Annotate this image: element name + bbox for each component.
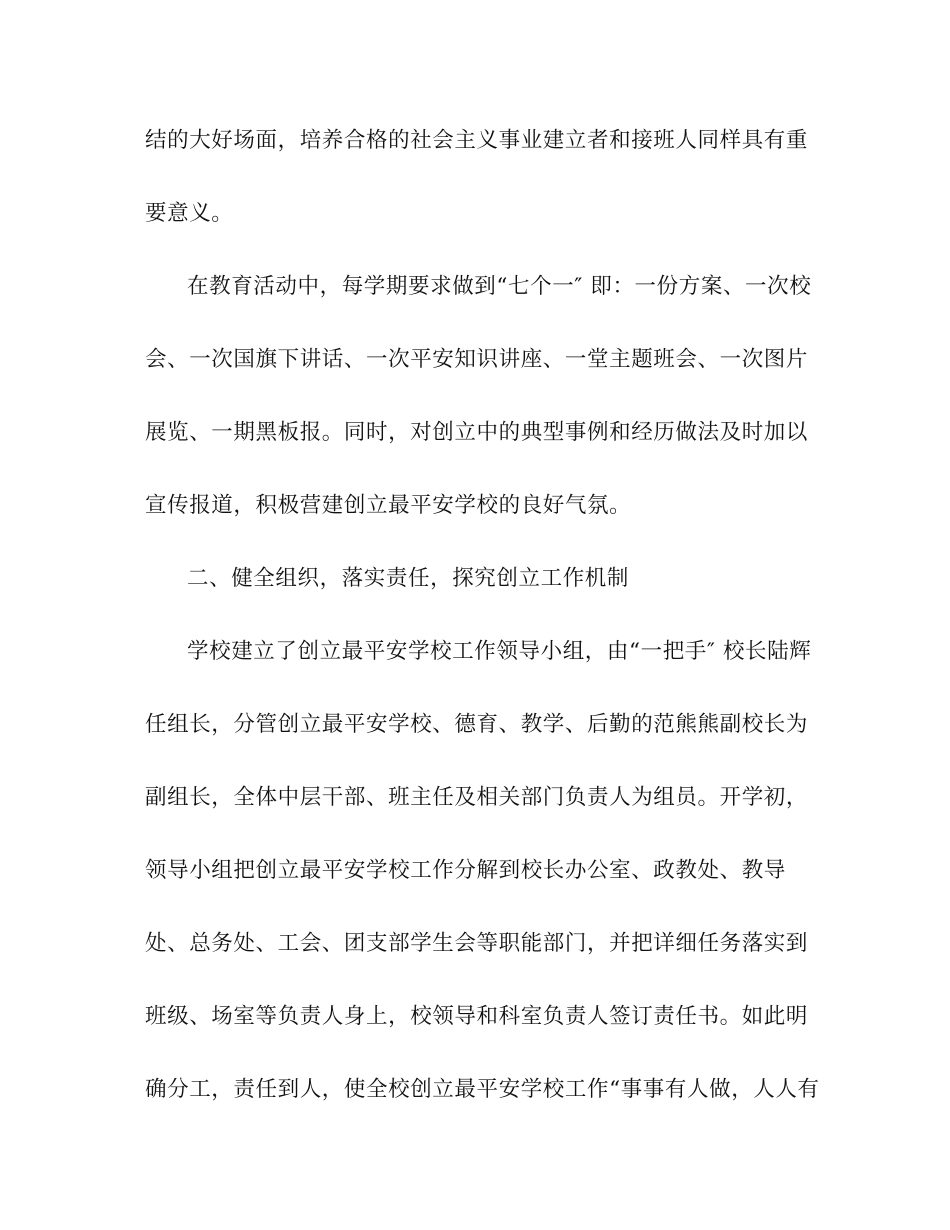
text-line-paragraph-start: 在教育活动中，每学期要求做到“七个一″ 即：一份方案、一次校: [187, 274, 812, 299]
text-line: 结的大好场面，培养合格的社会主义事业建立者和接班人同样具有重: [145, 128, 809, 153]
text-line: 任组长，分管创立最平安学校、德育、教学、后勤的范熊熊副校长为: [145, 712, 809, 737]
text-line: 展览、一期黑板报。同时，对创立中的典型事例和经历做法及时加以: [145, 420, 809, 445]
text-line: 要意义。: [145, 201, 234, 226]
text-line: 班级、场室等负责人身上，校领导和科室负责人签订责任书。如此明: [145, 1004, 809, 1029]
text-line: 会、一次国旗下讲话、一次平安知识讲座、一堂主题班会、一次图片: [145, 347, 809, 372]
text-line: 宣传报道，积极营建创立最平安学校的良好气氛。: [145, 493, 632, 518]
text-line: 领导小组把创立最平安学校工作分解到校长办公室、政教处、教导: [145, 858, 786, 883]
section-heading: 二、健全组织，落实责任，探究创立工作机制: [187, 566, 630, 591]
text-line: 确分工，责任到人，使全校创立最平安学校工作“事事有人做，人人有: [145, 1077, 820, 1102]
text-line: 副组长，全体中层干部、班主任及相关部门负责人为组员。开学初，: [145, 785, 809, 810]
text-line: 处、总务处、工会、团支部学生会等职能部门，并把详细任务落实到: [145, 931, 809, 956]
text-line-paragraph-start: 学校建立了创立最平安学校工作领导小组，由“一把手″ 校长陆辉: [187, 639, 812, 664]
